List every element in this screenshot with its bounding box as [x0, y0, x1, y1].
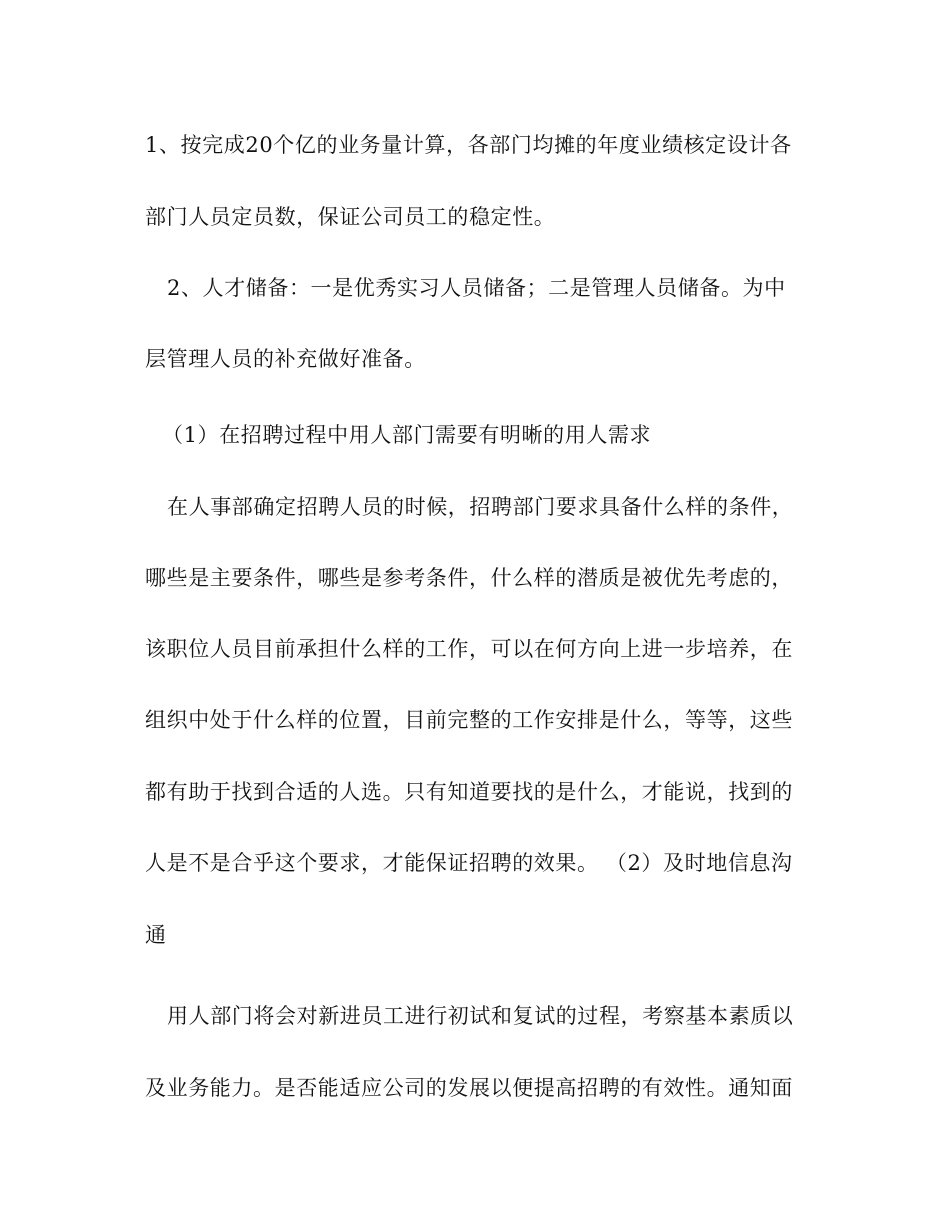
text-line: （1）在招聘过程中用人部门需要有明晰的用人需求 — [162, 423, 652, 447]
text-line: 该职位人员目前承担什么样的工作，可以在何方向上进一步培养，在 — [145, 637, 793, 661]
text-line: 及业务能力。是否能适应公司的发展以便提高招聘的有效性。通知面 — [145, 1076, 793, 1100]
text-line: 通 — [145, 923, 167, 947]
text-line: 1、按完成20个亿的业务量计算，各部门均摊的年度业绩核定设计各 — [145, 133, 792, 157]
text-line: 组织中处于什么样的位置，目前完整的工作安排是什么，等等，这些 — [145, 708, 793, 732]
text-line: 部门人员定员数，保证公司员工的稳定性。 — [145, 205, 556, 229]
text-line: 用人部门将会对新进员工进行初试和复试的过程，考察基本素质以 — [167, 1004, 794, 1028]
text-line: 层管理人员的补充做好准备。 — [145, 347, 426, 371]
text-line: 哪些是主要条件，哪些是参考条件，什么样的潜质是被优先考虑的， — [145, 566, 793, 590]
text-line: 在人事部确定招聘人员的时候，招聘部门要求具备什么样的条件， — [167, 495, 794, 519]
text-line: 人是不是合乎这个要求，才能保证招聘的效果。 （2）及时地信息沟 — [145, 851, 793, 875]
text-line: 都有助于找到合适的人选。只有知道要找的是什么，才能说，找到的 — [145, 780, 793, 804]
text-line: 2、人才储备：一是优秀实习人员储备；二是管理人员储备。为中 — [167, 276, 786, 300]
